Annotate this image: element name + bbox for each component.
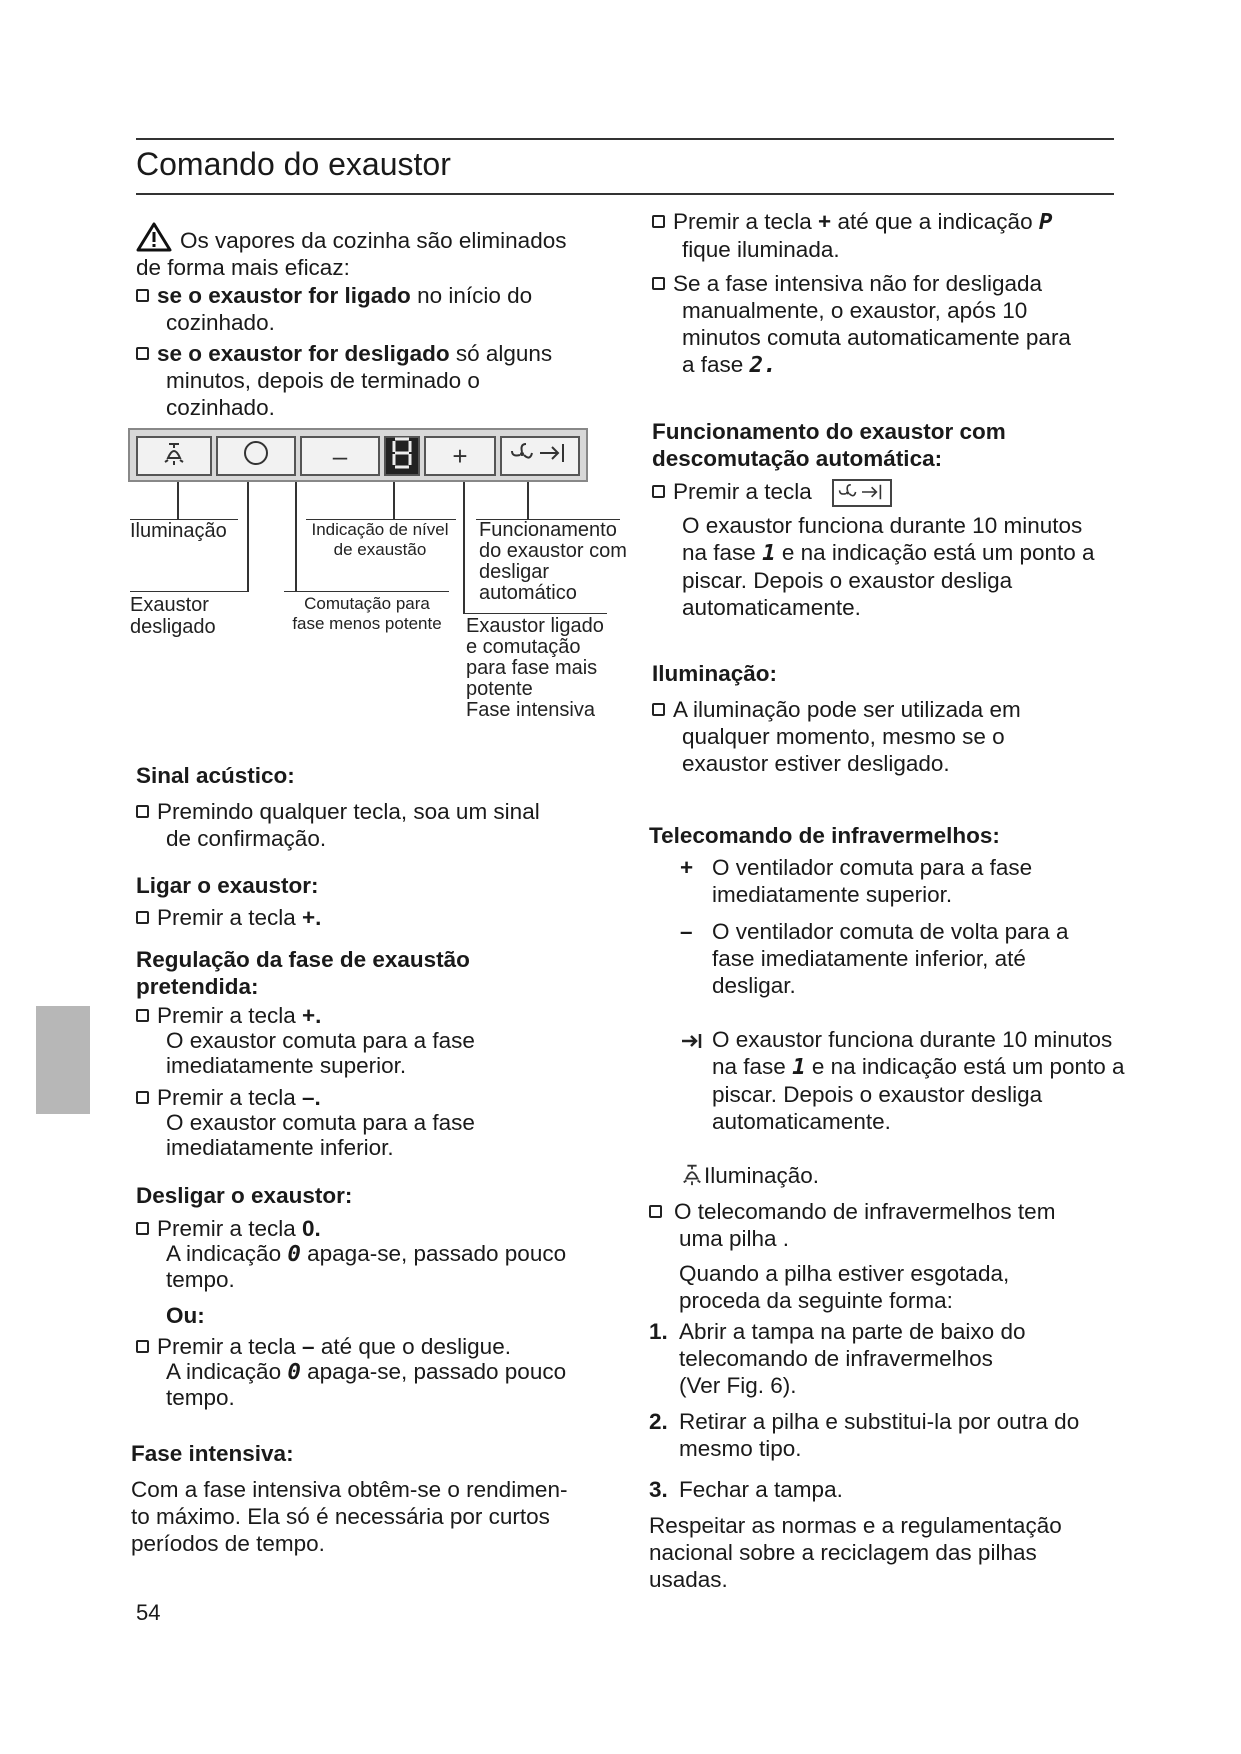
checkbox-icon xyxy=(136,1340,149,1353)
list-item: Premir a tecla 0. A indicação 0 apaga-se, passado pouco tempo. xyxy=(136,1216,606,1292)
checkbox-icon xyxy=(136,1222,149,1235)
leader-line xyxy=(393,482,395,520)
leader-line xyxy=(284,591,449,592)
label-iluminacao: Iluminação xyxy=(130,520,227,542)
heading-telecomando: Telecomando de infravermelhos: xyxy=(649,823,1000,848)
heading-iluminacao: Iluminação: xyxy=(652,661,778,686)
step-item: 1. Abrir a tampa na parte de baixo do telecomando de infravermelhos (Ver Fig. 6). xyxy=(649,1319,1026,1398)
heading-desligar: Desligar o exaustor: xyxy=(136,1183,353,1208)
list-item: A iluminação pode ser utilizada em qualquer momento, mesmo se o exaustor estiver desligado. xyxy=(652,696,1122,777)
tele-plus-item: + O ventilador comuta para a fase imediatamente superior. xyxy=(680,855,1033,907)
plus-key[interactable]: + xyxy=(424,436,496,476)
ou-label: Ou: xyxy=(166,1303,205,1328)
lamp-icon xyxy=(161,440,187,473)
list-item: se o exaustor for ligado no início do cozinhado. xyxy=(136,282,606,336)
lamp-icon xyxy=(680,1163,704,1188)
checkbox-icon xyxy=(652,215,665,228)
leader-line xyxy=(527,482,529,520)
leader-line xyxy=(177,482,179,520)
leader-line xyxy=(247,482,249,592)
label-funcionamento: Funcionamento do exaustor com desligar automático xyxy=(479,519,627,604)
pilha-text: Quando a pilha estiver esgotada, proceda da seguinte forma: xyxy=(679,1261,1010,1313)
label-indicacao: Indicação de nível de exaustão xyxy=(311,520,449,559)
title-rule xyxy=(136,193,1114,195)
fan-arrow-key-icon xyxy=(832,479,892,507)
arrow-to-bar-icon xyxy=(680,1030,704,1057)
level-display xyxy=(384,436,420,476)
top-rule xyxy=(136,138,1114,140)
list-item: Premir a tecla –. O exaustor comuta para a fase imediatamente inferior. xyxy=(136,1085,606,1160)
auto-off-key[interactable] xyxy=(500,436,580,476)
tele-auto-item: O exaustor funciona durante 10 minutos na fase 1 e na indicação está um ponto a piscar. Depois o exaustor desliga automaticamente. xyxy=(680,1026,1140,1135)
fan-arrow-icon xyxy=(510,441,570,472)
heading-ligar: Ligar o exaustor: xyxy=(136,873,319,898)
final-note: Respeitar as normas e a regulamentação nacional sobre a reciclagem das pilhas usadas. xyxy=(649,1513,1062,1592)
warning-icon xyxy=(136,228,180,253)
checkbox-icon xyxy=(136,805,149,818)
heading-regulacao: Regulação da fase de exaustão pretendida: xyxy=(136,947,470,999)
warning-text: Os vapores da cozinha são eliminados de forma mais eficaz: xyxy=(136,222,606,281)
list-item: Premir a tecla – até que o desligue. A indicação 0 apaga-se, passado pouco tempo. xyxy=(136,1334,606,1410)
tele-minus-item: – O ventilador comuta de volta para a fase imediatamente inferior, até desligar. xyxy=(680,919,1069,998)
checkbox-icon xyxy=(649,1205,662,1218)
checkbox-icon xyxy=(652,277,665,290)
checkbox-icon xyxy=(652,485,665,498)
control-panel xyxy=(128,428,588,482)
leader-line xyxy=(130,591,249,592)
segment-eight-icon xyxy=(391,437,413,476)
heading-sinal: Sinal acústico: xyxy=(136,763,295,788)
label-exaustor-ligado: Exaustor ligado e comutação para fase mais potente Fase intensiva xyxy=(466,615,604,721)
fase-intensiva-text: Com a fase intensiva obtêm-se o rendimen- to máximo. Ela só é necessária por curtos períodos de tempo. xyxy=(131,1477,568,1556)
funcionamento-text: O exaustor funciona durante 10 minutos na fase 1 e na indicação está um ponto a piscar. Depois o exaustor desliga automaticamente. xyxy=(682,513,1095,620)
label-comutacao: Comutação para fase menos potente xyxy=(292,594,442,633)
off-key[interactable] xyxy=(216,436,296,476)
page-number: 54 xyxy=(136,1600,161,1625)
tele-light-item: Iluminação. xyxy=(680,1162,1120,1189)
page-title: Comando do exaustor xyxy=(136,146,451,182)
minus-key[interactable]: – xyxy=(300,436,380,476)
leader-line xyxy=(295,482,297,592)
heading-fase-intensiva: Fase intensiva: xyxy=(131,1441,294,1466)
heading-funcionamento: Funcionamento do exaustor com descomutação automática: xyxy=(652,419,1006,471)
checkbox-icon xyxy=(136,911,149,924)
list-item: Premir a tecla +. O exaustor comuta para a fase imediatamente superior. xyxy=(136,1003,606,1078)
step-item: 2. Retirar a pilha e substitui-la por outra do mesmo tipo. xyxy=(649,1409,1080,1461)
list-item: Premindo qualquer tecla, soa um sinal de confirmação. xyxy=(136,798,606,852)
list-item: se o exaustor for desligado só alguns minutos, depois de terminado o cozinhado. xyxy=(136,340,606,421)
checkbox-icon xyxy=(136,1009,149,1022)
leader-line xyxy=(463,482,465,614)
step-item: 3. Fechar a tampa. xyxy=(649,1477,843,1502)
checkbox-icon xyxy=(136,347,149,360)
checkbox-icon xyxy=(136,289,149,302)
list-item: Premir a tecla + até que a indicação P fique iluminada. xyxy=(652,208,1112,263)
circle-icon xyxy=(242,439,270,474)
checkbox-icon xyxy=(136,1091,149,1104)
chapter-tab xyxy=(36,1006,90,1114)
checkbox-icon xyxy=(652,703,665,716)
leader-line xyxy=(463,613,607,614)
label-exaustor-desligado: Exaustor desligado xyxy=(130,594,216,638)
list-item: Premir a tecla xyxy=(652,478,1122,507)
list-item: Se a fase intensiva não for desligada manualmente, o exaustor, após 10 minutos comuta automaticamente para a fase 2. xyxy=(652,270,1112,379)
list-item: Premir a tecla +. xyxy=(136,904,606,931)
light-key[interactable] xyxy=(136,436,212,476)
list-item: O telecomando de infravermelhos tem uma pilha . xyxy=(649,1198,1119,1252)
